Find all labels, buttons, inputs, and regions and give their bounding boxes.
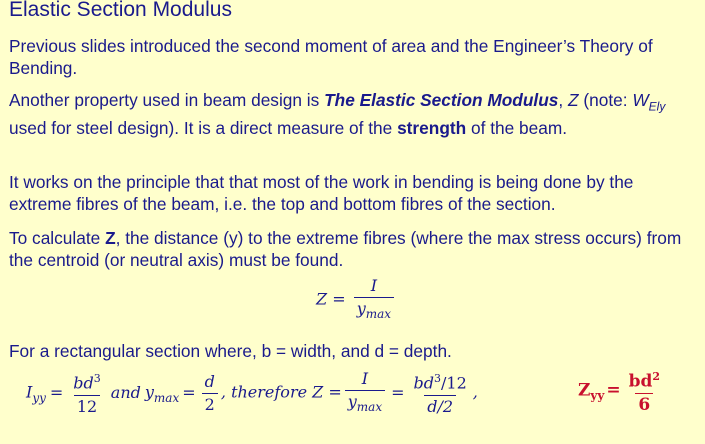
equals-sign: = [182,382,196,402]
slide-title: Elastic Section Modulus [9,0,232,21]
fraction-numerator [626,368,663,393]
divide-12: /12 [441,373,467,393]
fraction [354,277,394,323]
term-strength: strength [397,118,467,139]
z-symbol: Z [578,380,591,401]
fraction-bd3-12 [70,370,103,415]
text: To calculate [9,228,106,248]
bd: bd [73,373,94,393]
paragraph-intro: Previous slides introduced the second moment of area and the Engineer’s Theory of Bending. [9,36,653,78]
fraction-i-ymax [345,370,385,416]
fraction-denominator: 12 [74,395,100,416]
bd: bd [413,373,434,393]
paragraph-principle: It works on the principle that that most of the work in bending is being done by the extreme fibres of the beam, i.e. the top and bottom fibres of the section. [9,172,634,214]
fraction-numerator: I [370,276,378,295]
fraction-bd2-6 [626,368,663,414]
max-subscript: max [153,390,180,405]
equation-rectangular-derivation [26,370,478,416]
fraction-numerator [70,370,103,394]
cube-exponent: 3 [434,372,441,386]
therefore-text: , therefore Z = [220,382,342,402]
max-subscript: max [365,307,392,322]
fraction-denominator: 2 [202,393,218,414]
y-symbol: y [356,299,366,318]
y-symbol: y [144,382,154,402]
equation-zyy-result [578,368,666,414]
symbol-z: Z [568,90,579,110]
term-elastic-section-modulus: The Elastic Section Modulus [324,90,559,110]
fraction-d-2 [202,373,218,414]
equation-z-definition [316,277,397,323]
square-exponent: 2 [652,370,661,383]
cube-exponent: 3 [93,372,101,386]
comma: , [472,382,478,402]
fraction-denominator: 6 [635,393,653,414]
text: , [558,90,568,110]
fraction-bd3-12-over-d-2 [411,370,470,415]
eq-lhs: Z = [316,289,346,309]
subscript-ely: Ely [648,99,666,114]
and-word: and [110,382,141,402]
i-symbol: I [26,382,33,402]
text: Another property used in beam design is [9,90,325,110]
fraction-numerator [411,370,470,394]
fraction-denominator: d/2 [424,395,456,416]
text: , the distance (y) to the extreme fibres (where the max stress occurs) from the centroid (or neutral axis) must be found. [9,228,682,270]
yy-subscript: yy [590,388,605,403]
symbol-w: W [632,90,649,110]
text: used for steel design). It is a direct measure of the [9,118,398,139]
equals-sign: = [606,380,621,401]
fraction-numerator: I [361,369,369,388]
equals-sign: = [391,382,405,402]
symbol-z-bold: Z [105,228,116,248]
text: (note: [578,90,633,110]
fraction-denominator [354,297,394,323]
fraction-numerator: d [204,371,215,391]
yy-subscript: yy [32,390,46,405]
bd: bd [628,371,653,392]
paragraph-rectangular: For a rectangular section where, b = width, and d = depth. [9,341,452,361]
fraction-denominator [345,390,385,416]
equals-sign: = [49,382,64,402]
max-subscript: max [356,400,383,415]
paragraph-section-modulus [9,89,699,139]
y-symbol: y [347,392,357,411]
paragraph-calculate [9,227,699,271]
text: of the beam. [466,118,568,139]
